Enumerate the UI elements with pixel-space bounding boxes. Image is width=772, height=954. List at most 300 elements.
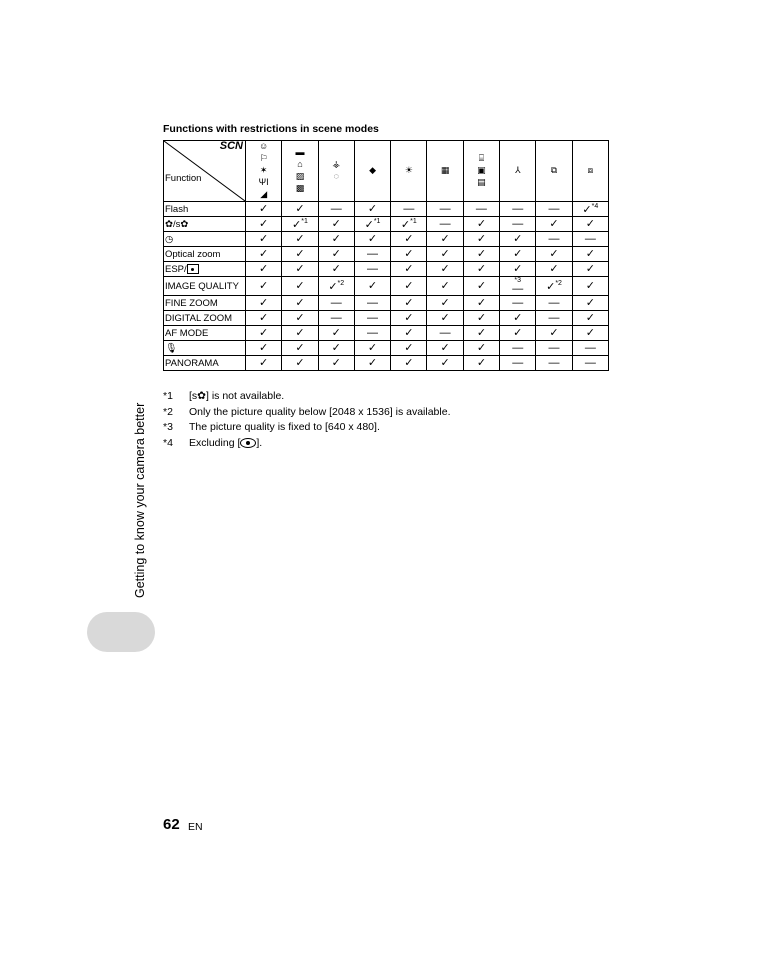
available-mark: ✓: [549, 217, 559, 230]
availability-cell: [282, 296, 318, 311]
beach-icon: ◌: [333, 171, 339, 181]
available-mark: ✓: [476, 341, 487, 354]
availability-cell: [282, 356, 318, 371]
availability-cell: [427, 202, 463, 217]
function-label-text: AF MODE: [165, 327, 209, 339]
available-mark: ✓: [331, 341, 341, 354]
night-portrait-icon: ▩: [295, 183, 305, 193]
fireworks-icon: ▦: [440, 165, 450, 175]
availability-cell: [391, 311, 427, 326]
scene-column-header: [536, 141, 572, 202]
availability-cell: [572, 356, 608, 371]
not-available-mark: —: [584, 232, 596, 245]
available-mark: ✓: [476, 247, 487, 260]
availability-cell: [536, 296, 572, 311]
availability-cell: [463, 247, 499, 262]
availability-cell: [282, 217, 318, 232]
availability-cell: [500, 262, 536, 277]
table-row: [164, 232, 609, 247]
availability-cell: [354, 296, 390, 311]
not-available-mark: —: [548, 232, 560, 245]
available-mark: ✓: [476, 279, 487, 292]
not-available-mark: —: [439, 217, 451, 230]
availability-cell: [500, 217, 536, 232]
not-available-mark: —: [548, 341, 560, 354]
available-mark: ✓: [440, 311, 450, 324]
available-mark: ✓: [259, 326, 269, 339]
availability-cell: [318, 247, 354, 262]
availability-cell: [536, 356, 572, 371]
availability-cell: [427, 277, 463, 296]
availability-cell: [536, 262, 572, 277]
self-portrait-icon: ◆: [369, 165, 376, 175]
not-available-mark: —: [330, 202, 342, 215]
availability-cell: [391, 277, 427, 296]
available-mark: ✓: [295, 232, 305, 245]
availability-cell: [354, 232, 390, 247]
not-available-mark: —: [512, 356, 524, 369]
availability-cell: [246, 217, 282, 232]
available-mark: ✓: [331, 217, 341, 230]
available-mark: ✓: [440, 341, 450, 354]
available-mark: ✓: [549, 247, 559, 260]
footnote-mark: *2: [337, 280, 345, 288]
available-mark: ✓: [295, 296, 305, 309]
available-mark: ✓: [400, 219, 411, 232]
available-mark: ✓: [295, 356, 305, 369]
chapter-tab-marker: [87, 612, 155, 652]
footnote-mark: *1: [410, 218, 417, 226]
availability-cell: [463, 217, 499, 232]
available-mark: ✓: [440, 356, 450, 369]
table-row: [164, 341, 609, 356]
available-mark: ✓: [259, 296, 269, 309]
not-available-mark: —: [367, 296, 379, 309]
availability-cell: [536, 247, 572, 262]
not-available-mark: —: [512, 217, 524, 230]
availability-cell: [572, 311, 608, 326]
page-number: 62: [163, 816, 180, 833]
availability-cell: [572, 326, 608, 341]
available-mark: ✓: [585, 311, 595, 324]
availability-cell: [572, 262, 608, 277]
landscape-icon: ▨: [295, 171, 305, 181]
available-mark: ✓: [476, 296, 487, 309]
availability-cell: [463, 341, 499, 356]
available-mark: ✓: [295, 202, 305, 215]
available-mark: ✓: [440, 232, 450, 245]
availability-cell: [246, 262, 282, 277]
availability-cell: [391, 202, 427, 217]
available-mark: ✓: [292, 219, 302, 232]
availability-cell: [318, 296, 354, 311]
available-mark: ✓: [259, 262, 269, 275]
footnote-text-pre: Excluding [: [189, 436, 241, 449]
available-mark: ✓: [440, 279, 450, 292]
available-mark: ✓: [259, 202, 269, 215]
scene-column-header: [354, 141, 390, 202]
available-mark: ✓: [331, 247, 341, 260]
not-available-mark: —: [584, 341, 596, 354]
availability-cell: [246, 356, 282, 371]
available-mark: ✓: [585, 326, 595, 339]
available-mark: ✓: [585, 247, 595, 260]
available-mark: ✓: [440, 262, 450, 275]
availability-cell: [572, 247, 608, 262]
availability-cell: [354, 202, 390, 217]
available-mark: ✓: [513, 326, 523, 339]
footnote-mark: *4: [591, 203, 599, 210]
available-mark: ✓: [404, 341, 414, 354]
function-name-cell: [164, 232, 246, 247]
availability-cell: [536, 311, 572, 326]
footnote-number: *4: [163, 436, 173, 449]
table-row: [164, 296, 609, 311]
not-available-mark: —: [584, 356, 596, 369]
function-label-text: PANORAMA: [165, 357, 219, 369]
availability-cell: [318, 202, 354, 217]
available-mark: ✓: [259, 247, 269, 260]
availability-cell: [318, 356, 354, 371]
available-mark: ✓: [295, 341, 305, 354]
macro-icon: ✿: [165, 218, 173, 230]
candle-icon: ⚶: [332, 159, 341, 169]
not-available-mark: —: [548, 356, 560, 369]
availability-cell: [500, 202, 536, 217]
availability-cell: [391, 217, 427, 232]
not-available-mark: —: [548, 311, 560, 324]
not-available-mark: —: [439, 202, 451, 215]
red-eye-reduction-icon: [240, 438, 256, 448]
availability-cell: [427, 311, 463, 326]
available-mark: ✓: [476, 326, 487, 339]
available-mark: ✓: [585, 279, 595, 292]
availability-cell: [500, 311, 536, 326]
availability-cell: [282, 232, 318, 247]
table-row: [164, 326, 609, 341]
available-mark: ✓: [476, 217, 487, 230]
function-label-text: IMAGE QUALITY: [165, 280, 239, 292]
availability-cell: [354, 217, 390, 232]
table-row: [164, 202, 609, 217]
availability-cell: [246, 311, 282, 326]
function-label-text: Flash: [165, 203, 189, 215]
availability-cell: [282, 311, 318, 326]
availability-cell: [282, 247, 318, 262]
footnote-text-pre: [s: [189, 390, 198, 402]
scene-column-header: [500, 141, 536, 202]
function-name-cell: [164, 296, 246, 311]
footnote-number: *3: [163, 421, 173, 433]
not-available-mark: —: [367, 247, 379, 260]
availability-cell: [282, 341, 318, 356]
availability-cell: [282, 277, 318, 296]
available-mark: ✓: [513, 262, 523, 275]
footnote-mark: *1: [373, 218, 381, 226]
availability-cell: [282, 202, 318, 217]
cuisine-icon: ΨΙ: [258, 177, 269, 187]
available-mark: ✓: [513, 232, 523, 245]
function-name-cell: [164, 262, 246, 277]
header-corner-cell: [164, 141, 246, 202]
function-name-cell: [164, 341, 246, 356]
available-mark: ✓: [331, 262, 341, 275]
not-available-mark: —: [512, 341, 524, 354]
table-row: [164, 262, 609, 277]
footnote-mark: *2: [555, 280, 562, 288]
not-available-mark: —: [367, 311, 379, 324]
availability-cell: [427, 296, 463, 311]
documents-icon: ▣: [477, 165, 486, 175]
available-mark: ✓: [367, 202, 378, 215]
availability-cell: [500, 356, 536, 371]
availability-cell: [536, 326, 572, 341]
not-available-mark: —: [330, 296, 342, 309]
availability-cell: [463, 356, 499, 371]
availability-cell: [318, 311, 354, 326]
not-available-mark: —: [512, 202, 524, 215]
scene-column-header: [318, 141, 354, 202]
available-mark: ✓: [476, 262, 487, 275]
availability-cell: [246, 341, 282, 356]
footnote-text: Only the picture quality below [2048 x 1536] is available.: [189, 405, 451, 418]
not-available-mark: —: [403, 202, 415, 215]
availability-cell: [391, 341, 427, 356]
availability-cell: [572, 341, 608, 356]
availability-cell: [572, 232, 608, 247]
function-label-text: Optical zoom: [165, 248, 221, 260]
footnote-mark: *3: [514, 277, 522, 285]
available-mark: ✓: [549, 326, 559, 339]
available-mark: ✓: [367, 232, 378, 245]
available-mark: ✓: [404, 279, 414, 292]
footnote-text-post: ].: [256, 436, 263, 449]
function-name-cell: [164, 217, 246, 232]
available-mark: ✓: [259, 311, 269, 324]
available-mark: ✓: [585, 296, 595, 309]
scene-column-header: [463, 141, 499, 202]
availability-cell: [354, 247, 390, 262]
scn-label: SCN: [219, 140, 243, 152]
sunset-icon: ☀: [404, 165, 413, 175]
availability-cell: [463, 311, 499, 326]
footnote-text: The picture quality is fixed to [640 x 480].: [189, 421, 380, 433]
available-mark: ✓: [328, 281, 338, 294]
self-timer-icon: ◷: [165, 233, 174, 245]
availability-cell: [463, 262, 499, 277]
availability-cell: [354, 341, 390, 356]
availability-cell: [391, 247, 427, 262]
availability-cell: [572, 296, 608, 311]
available-mark: ✓: [476, 232, 487, 245]
availability-cell: [463, 202, 499, 217]
footnote-mark: *1: [301, 218, 308, 226]
availability-cell: [536, 232, 572, 247]
available-mark: ✓: [295, 247, 305, 260]
table-row: [164, 356, 609, 371]
availability-cell: [463, 232, 499, 247]
function-name-cell: [164, 247, 246, 262]
availability-cell: [282, 326, 318, 341]
available-mark: ✓: [513, 311, 523, 324]
not-available-mark: —: [512, 296, 524, 309]
availability-cell: [246, 277, 282, 296]
availability-cell: [391, 232, 427, 247]
shoot-select-icon: ⅄: [514, 165, 521, 175]
scene-column-header: [391, 141, 427, 202]
function-label: Function: [165, 173, 202, 184]
available-mark: ✓: [404, 296, 414, 309]
available-mark: ✓: [582, 204, 592, 217]
availability-cell: [536, 277, 572, 296]
available-mark: ✓: [367, 279, 378, 292]
availability-cell: [500, 326, 536, 341]
scene-column-header: [282, 141, 318, 202]
available-mark: ✓: [476, 311, 487, 324]
availability-cell: [463, 326, 499, 341]
footnote-item: [163, 420, 451, 436]
not-available-mark: —: [512, 283, 524, 296]
available-mark: ✓: [259, 232, 269, 245]
frame-icon: ⧈: [587, 165, 594, 175]
supermacro-icon: ✿: [180, 218, 189, 230]
availability-cell: [318, 341, 354, 356]
footnote-number: *1: [163, 390, 173, 402]
availability-cell: [463, 296, 499, 311]
availability-cell: [318, 232, 354, 247]
portrait-icon: ☺: [259, 141, 269, 151]
building-icon: ⌂: [297, 159, 303, 169]
available-mark: ✓: [585, 262, 595, 275]
availability-cell: [318, 217, 354, 232]
availability-cell: [318, 326, 354, 341]
availability-cell: [463, 277, 499, 296]
panorama-combine-icon: ⧉: [550, 165, 558, 175]
spot-metering-icon: [187, 264, 199, 274]
available-mark: ✓: [295, 326, 305, 339]
function-label-text: DIGITAL ZOOM: [165, 312, 233, 324]
footnote-item: [163, 405, 451, 421]
available-mark: ✓: [404, 311, 414, 324]
availability-cell: [536, 341, 572, 356]
table-row: [164, 217, 609, 232]
available-mark: ✓: [546, 281, 556, 294]
available-mark: ✓: [331, 232, 341, 245]
available-mark: ✓: [404, 232, 414, 245]
availability-cell: [536, 202, 572, 217]
sport-icon: ⚐: [259, 153, 268, 163]
availability-cell: [572, 202, 608, 217]
not-available-mark: —: [548, 296, 560, 309]
available-mark: ✓: [404, 247, 414, 260]
availability-cell: [246, 202, 282, 217]
availability-cell: [282, 262, 318, 277]
availability-cell: [246, 326, 282, 341]
availability-cell: [246, 232, 282, 247]
availability-cell: [500, 232, 536, 247]
availability-cell: [354, 311, 390, 326]
available-mark: ✓: [295, 262, 305, 275]
availability-cell: [391, 296, 427, 311]
available-mark: ✓: [367, 341, 378, 354]
function-label-text: FINE ZOOM: [165, 297, 218, 309]
not-available-mark: —: [548, 202, 560, 215]
availability-cell: [427, 356, 463, 371]
availability-cell: [318, 277, 354, 296]
available-mark: ✓: [476, 356, 487, 369]
availability-cell: [427, 217, 463, 232]
availability-cell: [246, 296, 282, 311]
chapter-side-label: Getting to know your camera better: [133, 402, 147, 598]
restrictions-table: [163, 140, 609, 371]
available-mark: ✓: [440, 247, 450, 260]
available-mark: ✓: [295, 311, 305, 324]
availability-cell: [391, 262, 427, 277]
available-mark: ✓: [404, 356, 414, 369]
table-row: [164, 277, 609, 296]
available-mark: ✓: [364, 219, 374, 232]
indoor-icon: ▬: [295, 147, 305, 157]
supermacro-icon: ✿: [197, 390, 206, 402]
availability-cell: [500, 341, 536, 356]
footnote-item: [163, 436, 451, 452]
section-title: Functions with restrictions in scene modes: [163, 123, 379, 135]
availability-cell: [354, 326, 390, 341]
scene-column-header: [572, 141, 608, 202]
availability-cell: [427, 326, 463, 341]
availability-cell: [572, 217, 608, 232]
available-mark: ✓: [404, 326, 414, 339]
availability-cell: [427, 247, 463, 262]
available-mark: ✓: [513, 247, 523, 260]
available-mark: ✓: [259, 356, 269, 369]
auction-icon: ▤: [477, 177, 486, 187]
footnotes: [163, 389, 451, 451]
table-row: [164, 311, 609, 326]
function-name-cell: [164, 202, 246, 217]
function-name-cell: [164, 311, 246, 326]
not-available-mark: —: [475, 202, 487, 215]
scene-column-header: [427, 141, 463, 202]
available-mark: ✓: [585, 217, 595, 230]
page-language: EN: [188, 821, 203, 833]
available-mark: ✓: [367, 356, 378, 369]
available-mark: ✓: [331, 356, 341, 369]
availability-cell: [354, 277, 390, 296]
availability-cell: [500, 296, 536, 311]
available-mark: ✓: [259, 217, 269, 230]
footnote-item: [163, 389, 451, 405]
function-name-cell: [164, 326, 246, 341]
table-row: [164, 247, 609, 262]
not-available-mark: —: [367, 262, 379, 275]
footnote-text-post: ] is not available.: [205, 390, 285, 402]
not-available-mark: —: [330, 311, 342, 324]
landscape-portrait-icon: ◢: [260, 189, 268, 199]
microphone-icon: 🎙: [165, 342, 178, 354]
night-scene-icon: ✶: [259, 165, 268, 175]
available-mark: ✓: [259, 279, 269, 292]
museum-icon: ⌸: [478, 153, 485, 163]
available-mark: ✓: [404, 262, 414, 275]
availability-cell: [500, 277, 536, 296]
available-mark: ✓: [295, 279, 305, 292]
availability-cell: [427, 262, 463, 277]
not-available-mark: —: [439, 326, 451, 339]
available-mark: ✓: [549, 262, 559, 275]
availability-cell: [391, 326, 427, 341]
availability-cell: [354, 262, 390, 277]
